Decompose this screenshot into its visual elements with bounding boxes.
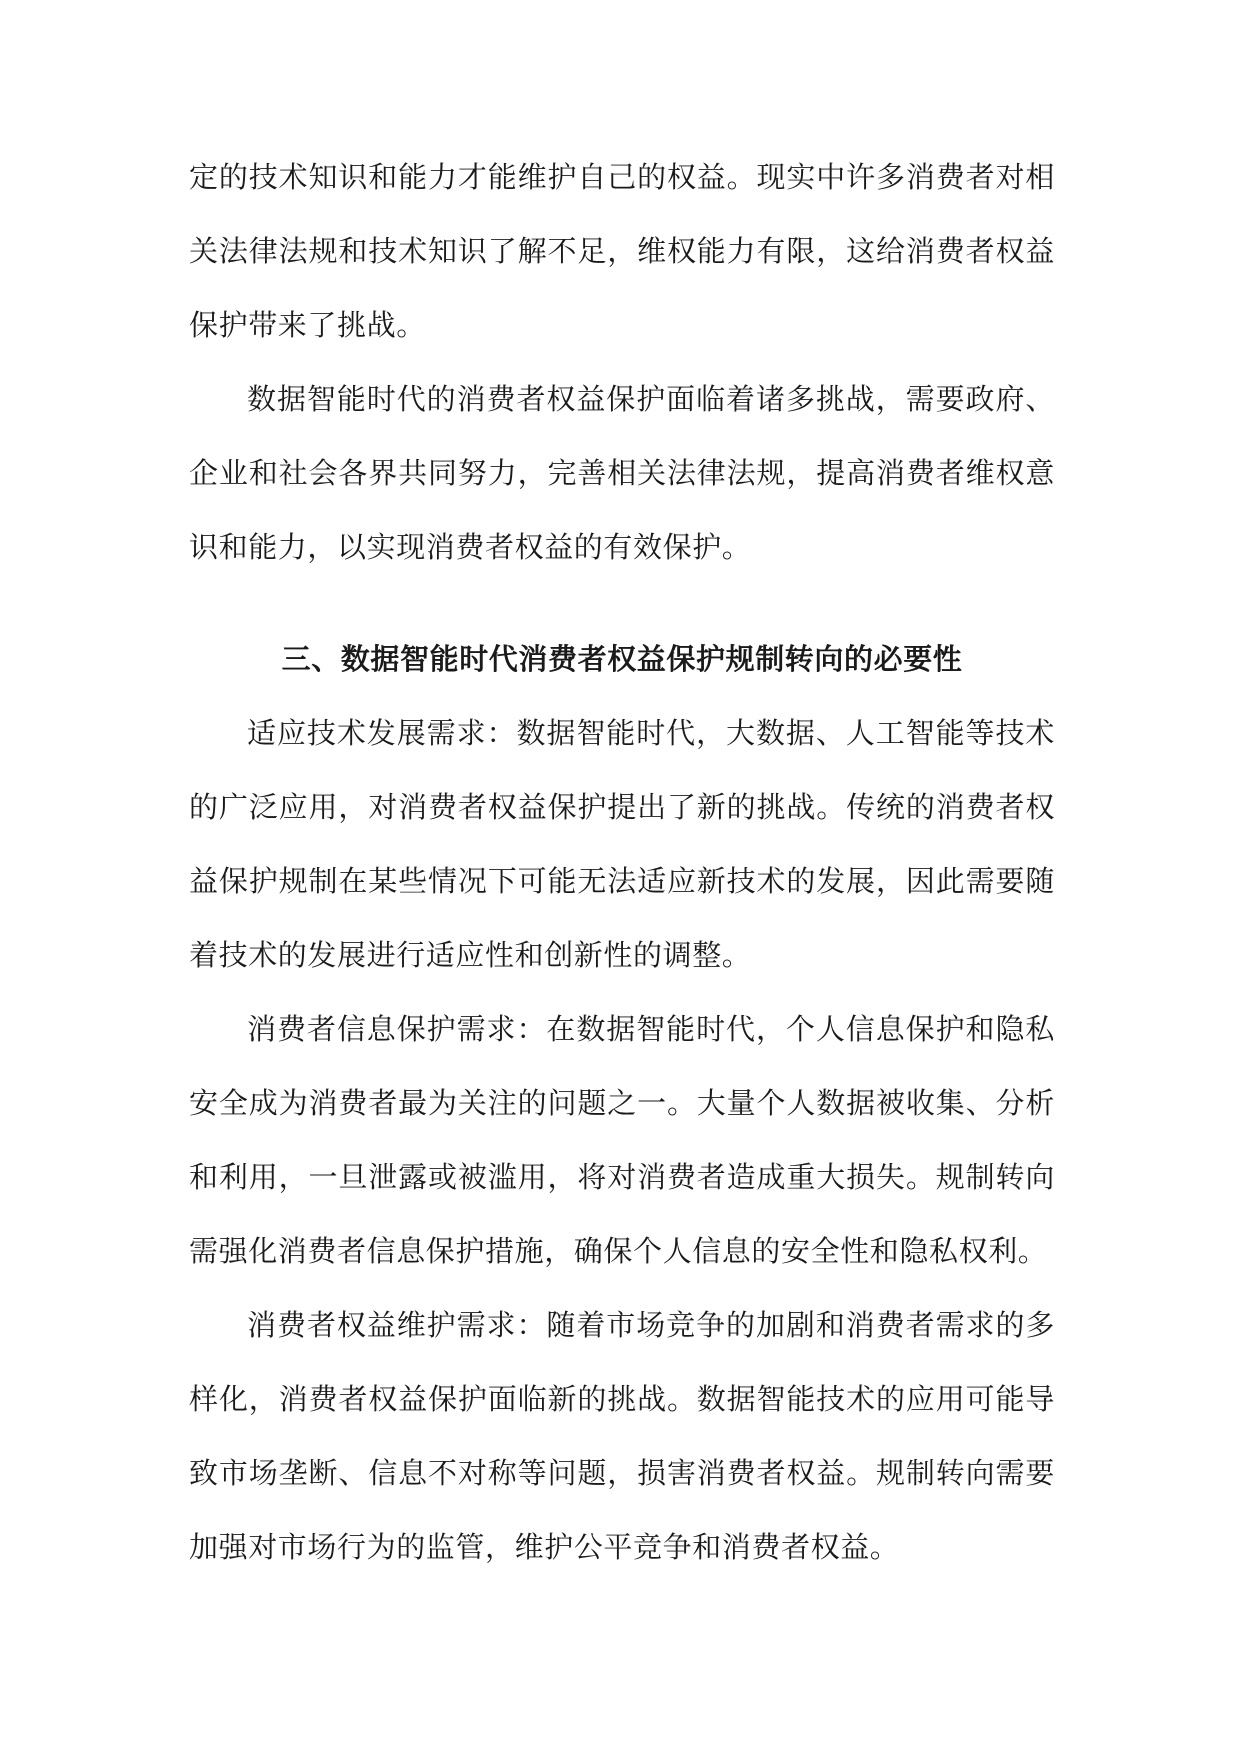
paragraph-tech-development: 适应技术发展需求：数据智能时代，大数据、人工智能等技术的广泛应用，对消费者权益保护提出了新的挑战。传统的消费者权益保护规制在某些情况下可能无法适应新技术的发展，因此需要随着技术的发展进行适应性和创新性的调整。 — [189, 716, 1055, 972]
section-heading: 三、数据智能时代消费者权益保护规制转向的必要性 — [281, 642, 963, 676]
document-body — [189, 140, 1055, 1584]
paragraph-challenges-summary: 数据智能时代的消费者权益保护面临着诸多挑战，需要政府、企业和社会各界共同努力，完善相关法律法规，提高消费者维权意识和能力，以实现消费者权益的有效保护。 — [189, 382, 1055, 564]
paragraph-rights-maintenance: 消费者权益维护需求：随着市场竞争的加剧和消费者需求的多样化，消费者权益保护面临新的挑战。数据智能技术的应用可能导致市场垄断、信息不对称等问题，损害消费者权益。规制转向需要加强对市场行为的监管，维护公平竞争和消费者权益。 — [189, 1308, 1055, 1564]
paragraph-info-protection: 消费者信息保护需求：在数据智能时代，个人信息保护和隐私安全成为消费者最为关注的问题之一。大量个人数据被收集、分析和利用，一旦泄露或被滥用，将对消费者造成重大损失。规制转向需强化消费者信息保护措施，确保个人信息的安全性和隐私权利。 — [189, 1012, 1055, 1268]
paragraph-continued: 定的技术知识和能力才能维护自己的权益。现实中许多消费者对相关法律法规和技术知识了解不足，维权能力有限，这给消费者权益保护带来了挑战。 — [189, 160, 1055, 342]
